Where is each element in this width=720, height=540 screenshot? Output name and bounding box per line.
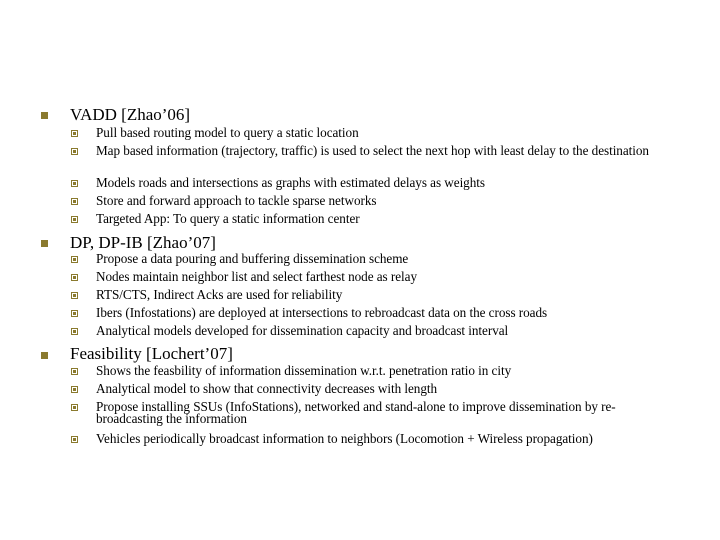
- list-item: RTS/CTS, Indirect Acks are used for reliability: [96, 287, 343, 302]
- section-heading: DP, DP-IB [Zhao’07]: [70, 233, 216, 252]
- checkbox-bullet-icon: [71, 368, 78, 375]
- square-bullet-icon: [41, 112, 48, 119]
- checkbox-bullet-icon: [71, 404, 78, 411]
- checkbox-bullet-icon: [71, 130, 78, 137]
- square-bullet-icon: [41, 352, 48, 359]
- checkbox-bullet-icon: [71, 292, 78, 299]
- list-item: Models roads and intersections as graphs with estimated delays as weights: [96, 175, 485, 190]
- section-heading: VADD [Zhao’06]: [70, 105, 191, 124]
- list-item: Vehicles periodically broadcast information to neighbors (Locomotion + Wireless propagation): [96, 431, 593, 446]
- list-item: Map based information (trajectory, traffic) is used to select the next hop with least delay to the destination: [96, 143, 649, 158]
- checkbox-bullet-icon: [71, 310, 78, 317]
- checkbox-bullet-icon: [71, 274, 78, 281]
- checkbox-bullet-icon: [71, 198, 78, 205]
- list-item: Shows the feasbility of information dissemination w.r.t. penetration ratio in city: [96, 363, 512, 378]
- list-item: Store and forward approach to tackle sparse networks: [96, 193, 377, 208]
- list-item: Nodes maintain neighbor list and select farthest node as relay: [96, 269, 417, 284]
- checkbox-bullet-icon: [71, 436, 78, 443]
- list-item: Targeted App: To query a static information center: [96, 211, 360, 226]
- list-item: Pull based routing model to query a static location: [96, 125, 359, 140]
- list-item: Analytical model to show that connectivity decreases with length: [96, 381, 438, 396]
- list-item: Propose installing SSUs (InfoStations), networked and stand-alone to improve dissemination by re-broadcasting the information: [96, 399, 616, 426]
- checkbox-bullet-icon: [71, 256, 78, 263]
- checkbox-bullet-icon: [71, 328, 78, 335]
- list-item: Ibers (Infostations) are deployed at intersections to rebroadcast data on the cross roads: [96, 305, 548, 320]
- checkbox-bullet-icon: [71, 180, 78, 187]
- list-item: Propose a data pouring and buffering dissemination scheme: [96, 251, 409, 266]
- checkbox-bullet-icon: [71, 148, 78, 155]
- list-item: Analytical models developed for dissemination capacity and broadcast interval: [96, 323, 509, 338]
- square-bullet-icon: [41, 240, 48, 247]
- section-heading: Feasibility [Lochert’07]: [70, 344, 233, 363]
- checkbox-bullet-icon: [71, 386, 78, 393]
- checkbox-bullet-icon: [71, 216, 78, 223]
